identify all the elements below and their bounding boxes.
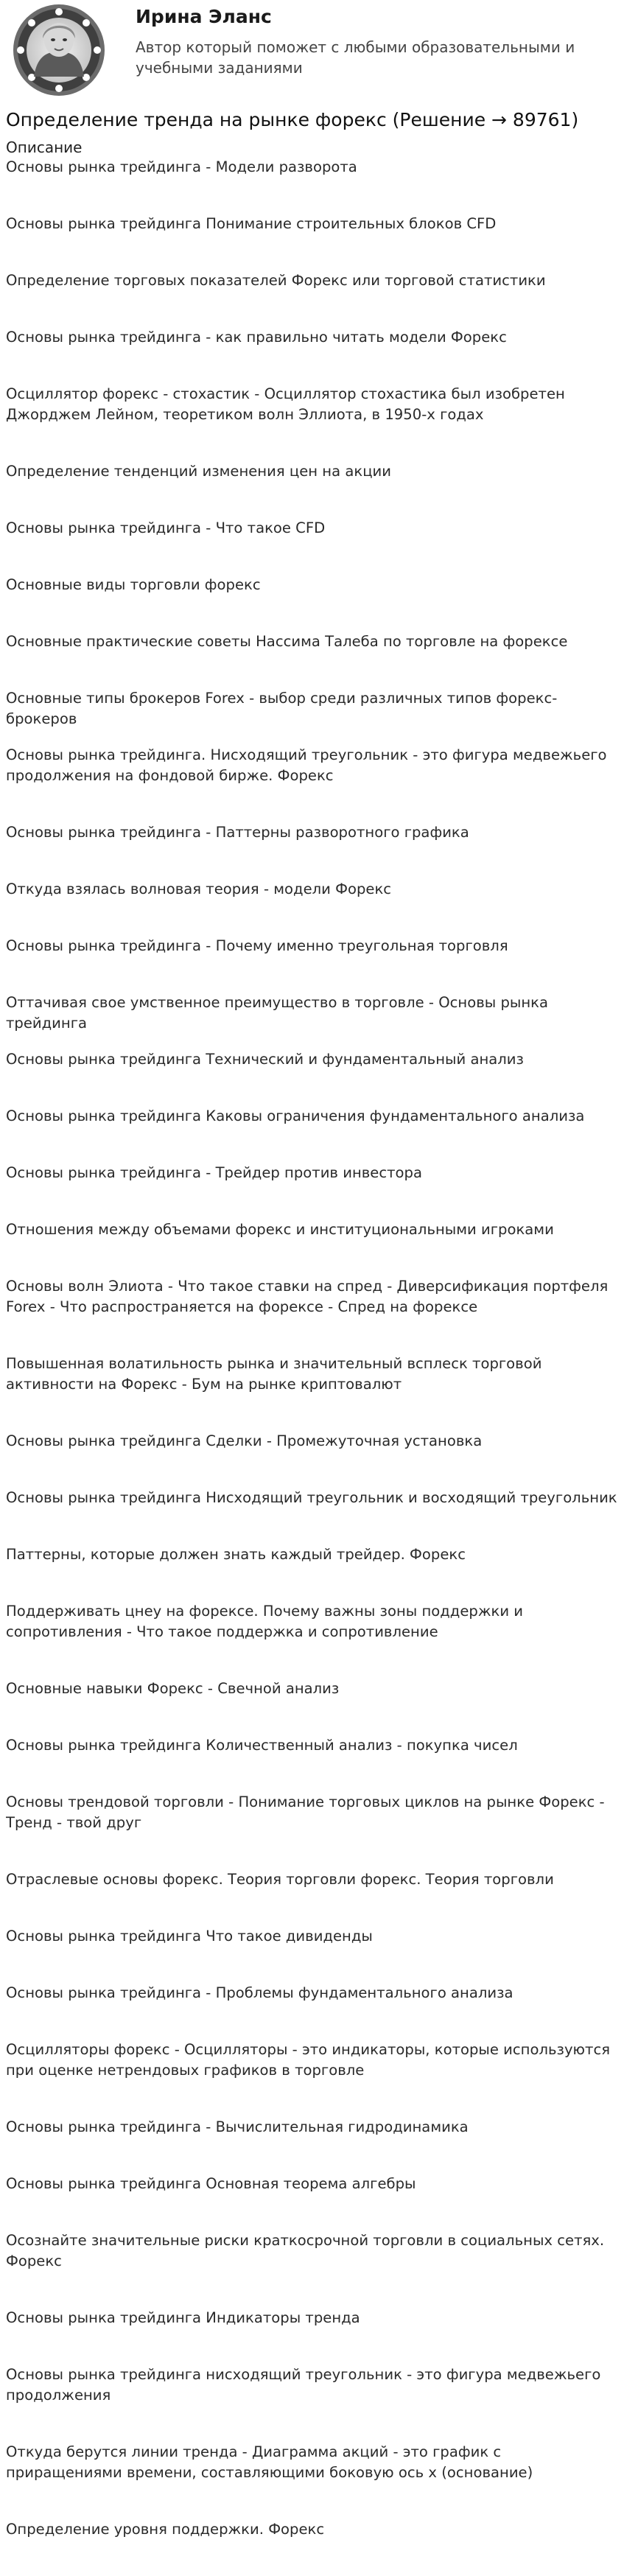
article-link[interactable]: Основы рынка трейдинга - Трейдер против инвестора — [6, 1164, 422, 1181]
article-link[interactable]: Основы рынка трейдинга - Почему именно треугольная торговля — [6, 937, 508, 954]
article-link[interactable]: Основы рынка трейдинга Что такое дивиденды — [6, 1928, 373, 1945]
article-link[interactable]: Основы рынка трейдинга Понимание строительных блоков CFD — [6, 215, 497, 232]
article-link[interactable]: Основные навыки Форекс - Свечной анализ — [6, 1680, 340, 1697]
author-name[interactable]: Ирина Эланс — [136, 6, 272, 27]
article-link[interactable]: Осциллятор форекс - стохастик - Осциллятор стохастика был изобретен Джорджем Лейном, теоретиком волн Эллиота, в 1950-х годах — [6, 385, 565, 423]
author-card — [0, 0, 624, 103]
article-link[interactable]: Откуда берутся линии тренда - Диаграмма акций - это график с приращениями времени, составляющими боковую ось x (основание) — [6, 2443, 533, 2481]
article-link[interactable]: Основы рынка трейдинга - Что такое CFD — [6, 519, 326, 536]
description-label: Описание — [6, 139, 83, 156]
article-link[interactable]: Оттачивая свое умственное преимущество в торговле - Основы рынка трейдинга — [6, 994, 549, 1032]
article-link[interactable]: Основы рынка трейдинга Каковы ограничения фундаментального анализа — [6, 1107, 585, 1124]
article-link[interactable]: Основные практические советы Нассима Талеба по торговле на форексе — [6, 633, 568, 650]
article-link[interactable]: Откуда взялась волновая теория - модели Форекс — [6, 881, 392, 897]
article-link[interactable]: Основы рынка трейдинга - Проблемы фундаментального анализа — [6, 1984, 513, 2001]
article-link[interactable]: Отраслевые основы форекс. Теория торговли форекс. Теория торговли — [6, 1871, 554, 1888]
article-link[interactable]: Основы рынка трейдинга - Модели разворота — [6, 158, 357, 175]
article-link[interactable]: Осцилляторы форекс - Осцилляторы - это индикаторы, которые используются при оценке нетрендовых графиков в торговле — [6, 2041, 611, 2079]
article-link[interactable]: Основы рынка трейдинга. Нисходящий треугольник - это фигура медвежьего продолжения на фондовой бирже. Форекс — [6, 746, 607, 784]
article-link[interactable]: Основы волн Элиота - Что такое ставки на спред - Диверсификация портфеля Forex - Что распространяется на форексе - Спред на форексе — [6, 1278, 609, 1315]
article-link[interactable]: Отношения между объемами форекс и институциональными игроками — [6, 1221, 554, 1238]
article-link[interactable]: Основы рынка трейдинга нисходящий треугольник - это фигура медвежьего продолжения — [6, 2366, 601, 2404]
article-link[interactable]: Основы трендовой торговли - Понимание торговых циклов на рынке Форекс - Тренд - твой друг — [6, 1793, 605, 1831]
article-link[interactable]: Определение уровня поддержки. Форекс — [6, 2521, 325, 2538]
article-link[interactable]: Основы рынка трейдинга Технический и фундаментальный анализ — [6, 1051, 524, 1068]
article-link[interactable]: Основы рынка трейдинга - как правильно читать модели Форекс — [6, 329, 507, 346]
article-link[interactable]: Осознайте значительные риски краткосрочной торговли в социальных сетях. Форекс — [6, 2232, 605, 2269]
article-link[interactable]: Паттерны, которые должен знать каждый трейдер. Форекс — [6, 1546, 466, 1563]
article-link[interactable]: Повышенная волатильность рынка и значительный всплеск торговой активности на Форекс - Бум на рынке криптовалют — [6, 1355, 542, 1393]
article-link[interactable]: Основы рынка трейдинга Индикаторы тренда — [6, 2309, 360, 2326]
article-link[interactable]: Основы рынка трейдинга - Вычислительная гидродинамика — [6, 2118, 469, 2135]
article-link[interactable]: Основы рынка трейдинга Основная теорема алгебры — [6, 2175, 416, 2192]
article-link[interactable]: Основные виды торговли форекс — [6, 576, 261, 593]
article-link[interactable]: Основы рынка трейдинга Количественный анализ - покупка чисел — [6, 1737, 518, 1754]
page-title: Определение тренда на рынке форекс (Решение → 89761) — [6, 109, 579, 130]
article-link[interactable]: Основы рынка трейдинга Нисходящий треугольник и восходящий треугольник — [6, 1489, 617, 1506]
related-articles-list — [6, 157, 621, 2576]
article-link[interactable]: Основы рынка трейдинга Сделки - Промежуточная установка — [6, 1432, 483, 1449]
article-link[interactable]: Поддерживать цнеу на форексе. Почему важны зоны поддержки и сопротивления - Что такое поддержка и сопротивление — [6, 1603, 524, 1640]
author-avatar[interactable] — [4, 3, 113, 97]
article-link[interactable]: Основные типы брокеров Forex - выбор среди различных типов форекс-брокеров — [6, 690, 558, 727]
article-link[interactable]: Определение тенденций изменения цен на акции — [6, 463, 391, 480]
article-link[interactable]: Определение торговых показателей Форекс или торговой статистики — [6, 272, 546, 289]
article-link[interactable]: Основы рынка трейдинга - Паттерны разворотного графика — [6, 824, 469, 841]
author-description: Автор который поможет с любыми образовательными и учебными заданиями — [136, 38, 575, 77]
